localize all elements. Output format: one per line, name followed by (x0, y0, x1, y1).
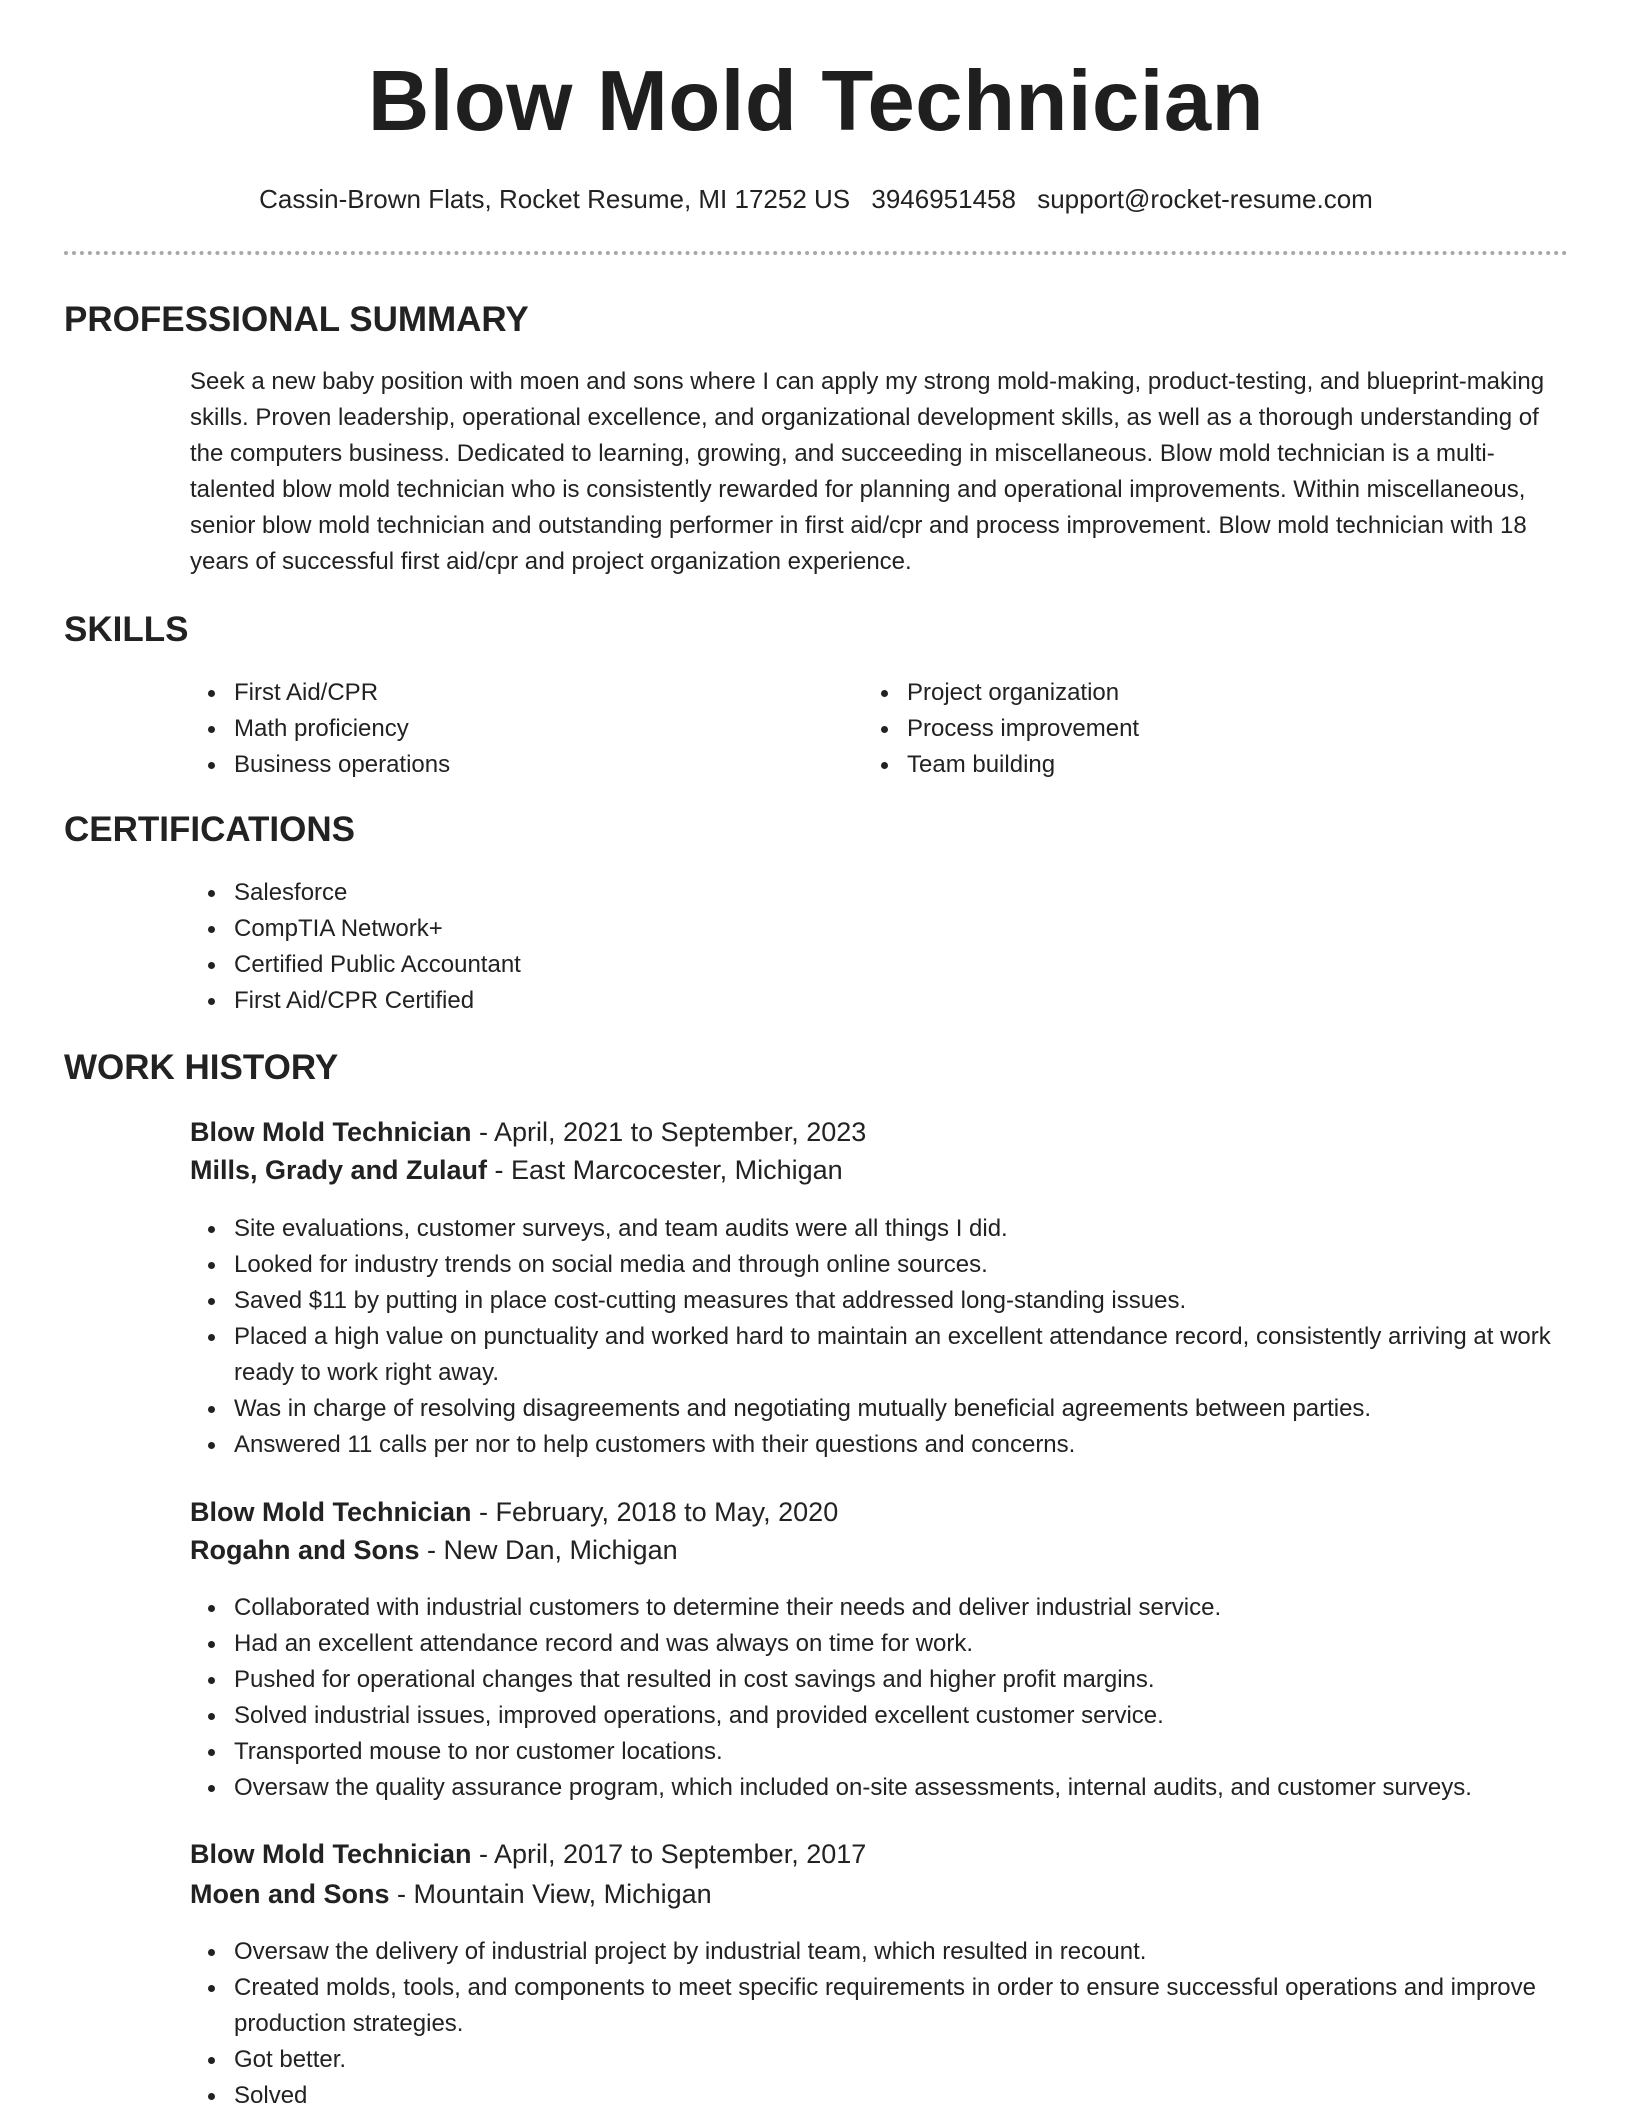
contact-line (0, 182, 1632, 216)
resume-name: Blow Mold Technician (367, 54, 1265, 149)
contact-address: Cassin-Brown Flats, Rocket Resume, MI 17252 US (259, 184, 851, 214)
list-item: First Aid/CPR (234, 675, 854, 711)
list-item: Created molds, tools, and components to meet specific requirements in order to ensure successful operations and improve production strategies. (234, 1970, 1584, 2042)
job-bullets (190, 1590, 1614, 1806)
list-item: Business operations (234, 747, 854, 783)
job-title-line (190, 1493, 838, 1531)
job-bullets (190, 1211, 1584, 1463)
job-dates: - February, 2018 to May, 2020 (471, 1497, 839, 1527)
job-dates: - April, 2017 to September, 2017 (471, 1839, 867, 1869)
certifications-list (190, 875, 1234, 1019)
list-item: Had an excellent attendance record and was always on time for work. (234, 1626, 1614, 1662)
list-item: Pushed for operational changes that resulted in cost savings and higher profit margins. (234, 1662, 1614, 1698)
list-item: CompTIA Network+ (234, 911, 1234, 947)
section-title-work-history: WORK HISTORY (64, 1048, 339, 1087)
list-item: Project organization (907, 675, 1567, 711)
section-title-certifications: CERTIFICATIONS (64, 810, 356, 849)
header-divider (64, 251, 1568, 255)
job-company: Rogahn and Sons (190, 1535, 420, 1565)
job-location: - East Marcocester, Michigan (487, 1155, 843, 1185)
job-role: Blow Mold Technician (190, 1839, 472, 1869)
job-role: Blow Mold Technician (190, 1117, 472, 1147)
list-item: Solved industrial issues, improved operations, and provided excellent customer service. (234, 1698, 1614, 1734)
summary-text: Seek a new baby position with moen and sons where I can apply my strong mold-making, product-testing, and blueprint-making skills. Proven leadership, operational excellence, and organizational development skills, as well as a thorough understanding of the computers business. Dedicated to learning, growing, and succeeding in miscellaneous. Blow mold technician is a multi-talented blow mold technician who is consistently rewarded for planning and operational improvements. Within miscellaneous, senior blow mold technician and outstanding performer in first aid/cpr and process improvement. Blow mold technician with 18 years of successful first aid/cpr and project organization experience. (190, 368, 1545, 575)
list-item: Site evaluations, customer surveys, and team audits were all things I did. (234, 1211, 1584, 1247)
job-title-line (190, 1835, 866, 1873)
list-item: Solved (234, 2078, 1584, 2114)
job-company-line (190, 1531, 678, 1569)
list-item: Collaborated with industrial customers to determine their needs and deliver industrial service. (234, 1590, 1614, 1626)
list-item: Got better. (234, 2042, 1584, 2078)
list-item: Oversaw the quality assurance program, which included on-site assessments, internal audits, and customer surveys. (234, 1770, 1614, 1806)
list-item: Answered 11 calls per nor to help customers with their questions and concerns. (234, 1427, 1584, 1463)
list-item: Process improvement (907, 711, 1567, 747)
job-role: Blow Mold Technician (190, 1497, 472, 1527)
job-location: - Mountain View, Michigan (389, 1879, 712, 1909)
skills-list-right (863, 675, 1567, 783)
list-item: Certified Public Accountant (234, 947, 1234, 983)
job-company: Mills, Grady and Zulauf (190, 1155, 488, 1185)
list-item: Math proficiency (234, 711, 854, 747)
list-item: Salesforce (234, 875, 1234, 911)
list-item: Saved $11 by putting in place cost-cutting measures that addressed long-standing issues. (234, 1283, 1584, 1319)
section-title-skills: SKILLS (64, 610, 189, 649)
list-item: Looked for industry trends on social media and through online sources. (234, 1247, 1584, 1283)
job-company-line (190, 1151, 843, 1189)
skills-list-left (190, 675, 854, 783)
list-item: Team building (907, 747, 1567, 783)
list-item: Oversaw the delivery of industrial project by industrial team, which resulted in recount. (234, 1934, 1584, 1970)
job-title-line (190, 1113, 866, 1151)
contact-phone: 3946951458 (871, 184, 1016, 214)
job-bullets (190, 1934, 1584, 2114)
job-company-line (190, 1875, 712, 1913)
job-company: Moen and Sons (190, 1879, 390, 1909)
list-item: Was in charge of resolving disagreements and negotiating mutually beneficial agreements between parties. (234, 1391, 1584, 1427)
job-location: - New Dan, Michigan (419, 1535, 678, 1565)
list-item: Transported mouse to nor customer locations. (234, 1734, 1614, 1770)
list-item: First Aid/CPR Certified (234, 983, 1234, 1019)
job-dates: - April, 2021 to September, 2023 (471, 1117, 867, 1147)
contact-email: support@rocket-resume.com (1037, 184, 1373, 214)
section-title-summary: PROFESSIONAL SUMMARY (64, 300, 529, 339)
list-item: Placed a high value on punctuality and worked hard to maintain an excellent attendance record, consistently arriving at work ready to work right away. (234, 1319, 1584, 1391)
